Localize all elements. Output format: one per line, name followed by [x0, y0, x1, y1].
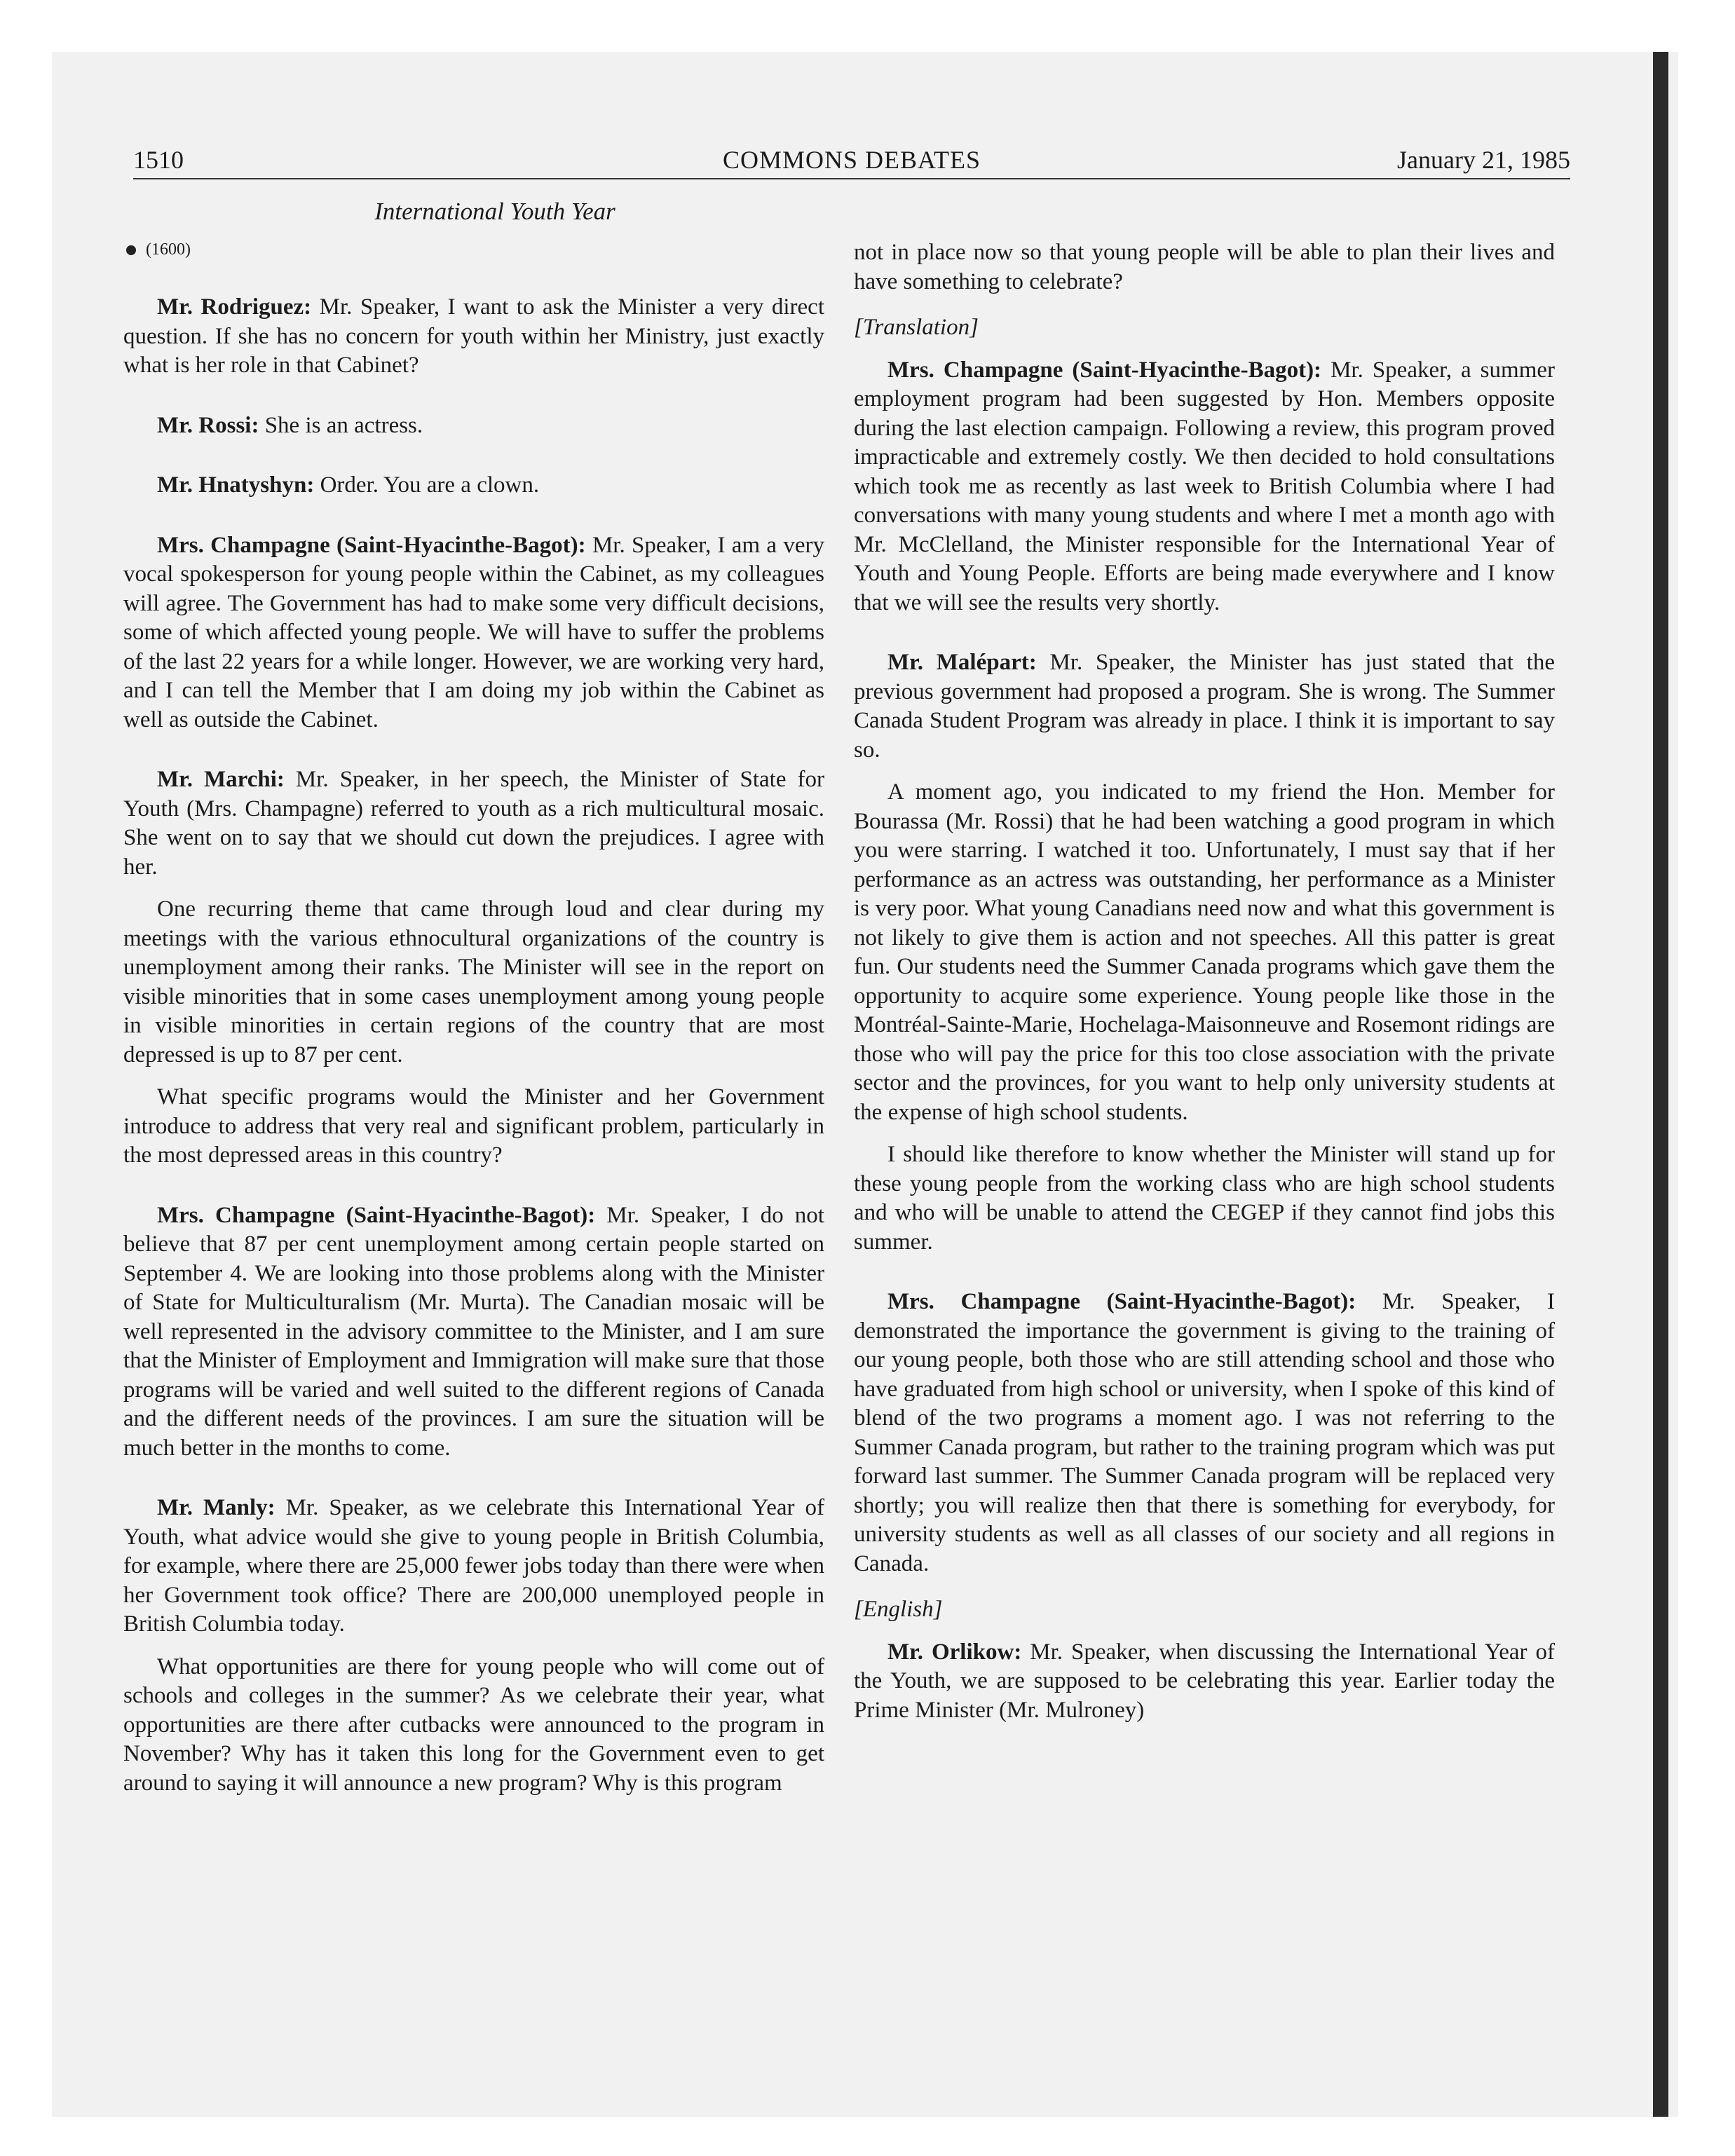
speech-paragraph [123, 411, 824, 441]
timestamp [126, 237, 824, 262]
language-note: [English] [854, 1597, 943, 1622]
header-rule [133, 178, 1570, 179]
translation-note: [Translation] [854, 315, 979, 340]
speech-text: Mr. Speaker, the Minister has just stated that the previous government had proposed a program. She is wrong. The Summer Canada Student Program was already in place. I think it is important to say so. [854, 650, 1555, 763]
right-column [854, 238, 1555, 1725]
speech-paragraph [854, 1140, 1555, 1257]
speech-paragraph [123, 1494, 824, 1639]
speech-paragraph [854, 778, 1555, 1127]
speech-text: A moment ago, you indicated to my friend the Hon. Member for Bourassa (Mr. Rossi) that he had been watching a good program in which you were starring. I watched it too. Unfortunately, I must say that if her performance as an actress was outstanding, her performance as a Minister is very poor. What young Canadians need now and what this government is not likely to give them is action and not speeches. All this patter is great fun. Our students need the Summer Canada programs which gave them the opportunity to acquire some experience. Young people like those in the Montréal-Sainte-Marie, Hochelaga-Maisonneuve and Rosemont ridings are those who will pay the price for this too close association with the private sector and the provinces, for you want to help only university students at the expense of high school students. [854, 779, 1555, 1125]
speaker-name: Mr. Malépart: [887, 650, 1037, 675]
speech-paragraph [123, 765, 824, 882]
speech-text: What specific programs would the Minister and her Government introduce to address that very real and significant problem, particularly in the most depressed areas in this country? [123, 1084, 824, 1168]
speech-text: Mr. Speaker, when discussing the International Year of the Youth, we are supposed to be celebrating this year. Earlier today the Prime Minister (Mr. Mulroney) [854, 1639, 1555, 1723]
speech-text: Mr. Speaker, in her speech, the Minister of State for Youth (Mrs. Champagne) referred to youth as a rich multicultural mosaic. She went on to say that we should cut down the prejudices. I agree with her. [123, 767, 824, 880]
speech-text: What opportunities are there for young people who will come out of schools and colleges in the summer? As we celebrate their year, what opportunities are there after cutbacks were announced to the program in November? Why has it taken this long for the Government even to get around to saying it will announce a new program? Why is this program [123, 1653, 824, 1796]
speech-text: Order. You are a clown. [314, 472, 540, 498]
speech-paragraph [123, 1201, 824, 1464]
section-title: International Youth Year [374, 198, 615, 225]
speech-text: Mr. Speaker, a summer employment program had been suggested by Hon. Members opposite during the last election campaign. Following a review, this program proved impracticable and extremely costly. We then decided to hold consultations which took me as recently as last week to British Columbia where I had conversations with many young students and where I met a month ago with Mr. McClelland, the Minister responsible for the International Year of Youth and Young People. Efforts are being made everywhere and I know that we will see the results very shortly. [854, 357, 1555, 615]
speaker-name: Mr. Marchi: [157, 767, 285, 792]
speech-text: Mr. Speaker, I am a very vocal spokesperson for young people within the Cabinet, as my colleagues will agree. The Government has had to make some very difficult decisions, some of which affected young people. We will have to suffer the problems of the last 22 years for a while longer. However, we are working very hard, and I can tell the Member that I am doing my job within the Cabinet as well as outside the Cabinet. [123, 532, 824, 732]
binding-edge [1653, 52, 1668, 2117]
speech-paragraph [123, 531, 824, 735]
speech-paragraph [123, 471, 824, 500]
speech-text: Mr. Speaker, I do not believe that 87 per cent unemployment among certain people started on September 4. We are looking into those problems along with the Minister of State for Multiculturalism (Mr. Murta). The Canadian mosaic will be well represented in the advisory committee to the Minister, and I am sure that the Minister of Employment and Immigration will make sure that those programs will be varied and well suited to the different regions of Canada and the different needs of the provinces. I am sure the situation will be much better in the months to come. [123, 1202, 824, 1461]
speech-paragraph [854, 356, 1555, 618]
speaker-name: Mr. Rodriguez: [157, 294, 312, 320]
speech-text: One recurring theme that came through loud and clear during my meetings with the various ethnocultural organizations of the country is unemployment among their ranks. The Minister will see in the report on visible minorities that in some cases unemployment among young people in visible minorities in certain regions of the country that are most depressed is up to 87 per cent. [123, 896, 824, 1067]
speech-paragraph [123, 1083, 824, 1171]
speech-paragraph [123, 293, 824, 381]
speech-paragraph [854, 238, 1555, 296]
page-number: 1510 [133, 146, 184, 174]
speech-text: not in place now so that young people will be able to plan their lives and have something to celebrate? [854, 240, 1555, 294]
speaker-name: Mr. Manly: [157, 1495, 275, 1520]
speech-text: Mr. Speaker, I want to ask the Minister a very direct question. If she has no concern for youth within her Ministry, just exactly what is her role in that Cabinet? [123, 294, 824, 378]
speech-text: I should like therefore to know whether the Minister will stand up for these young people from the working class who are high school students and who will be unable to attend the CEGEP if they cannot find jobs this summer. [854, 1142, 1555, 1255]
timestamp-text: (1600) [146, 240, 191, 259]
speech-paragraph [854, 648, 1555, 765]
speaker-name: Mr. Orlikow: [887, 1639, 1022, 1665]
speech-text: Mr. Speaker, I demonstrated the importance the government is giving to the training of our young people, both those who are still attending school and those who have graduated from high school or university, when I spoke of this kind of blend of the two programs a moment ago. I was not referring to the Summer Canada program, but rather to the training program which was put forward last summer. The Summer Canada program will be replaced very shortly; you will realize then that there is something for everybody, for university students as well as all classes of our society and all regions in Canada. [854, 1289, 1555, 1576]
speech-paragraph [123, 1653, 824, 1799]
page-date: January 21, 1985 [1397, 146, 1570, 174]
speaker-name: Mr. Hnatyshyn: [157, 472, 315, 498]
speech-text: She is an actress. [259, 412, 423, 438]
speaker-name: Mrs. Champagne (Saint-Hyacinthe-Bagot): [157, 1202, 596, 1228]
speaker-name: Mr. Rossi: [157, 412, 259, 438]
speaker-name: Mrs. Champagne (Saint-Hyacinthe-Bagot): [887, 1289, 1356, 1314]
speech-paragraph [854, 1288, 1555, 1578]
speaker-name: Mrs. Champagne (Saint-Hyacinthe-Bagot): [887, 357, 1322, 383]
speech-paragraph [854, 1638, 1555, 1726]
publication-title: COMMONS DEBATES [722, 146, 981, 174]
bullet-icon [126, 245, 136, 255]
left-column [123, 196, 824, 1798]
speech-paragraph [123, 895, 824, 1070]
speaker-name: Mrs. Champagne (Saint-Hyacinthe-Bagot): [157, 532, 586, 558]
page-header [133, 144, 1570, 183]
speech-text: Mr. Speaker, as we celebrate this International Year of Youth, what advice would she give to young people in British Columbia, for example, where there are 25,000 fewer jobs today than there were when her Government took office? There are 200,000 unemployed people in British Columbia today. [123, 1495, 824, 1637]
